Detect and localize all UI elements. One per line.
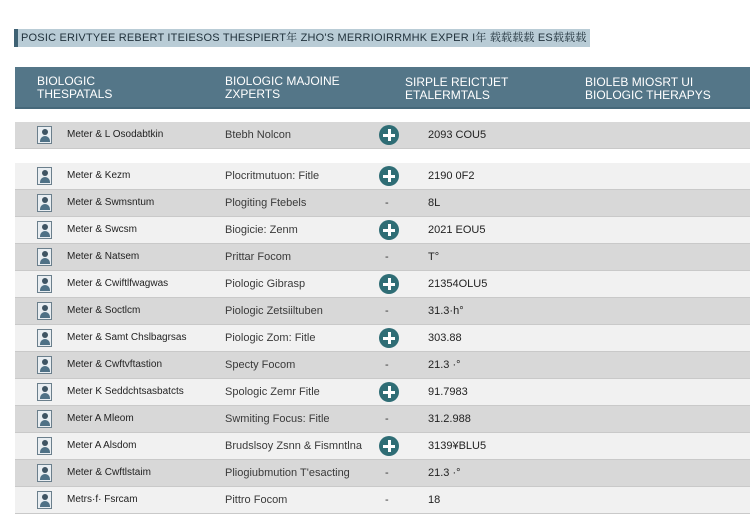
table-row[interactable]: [15, 122, 750, 149]
row-name[interactable]: Meter & Swmsntum: [67, 197, 155, 208]
person-portrait-icon: [37, 329, 52, 347]
column-header-experts[interactable]: BIOLOGIC MAJOINE ZXPERTS: [225, 74, 340, 101]
plus-circle-icon[interactable]: [379, 220, 399, 240]
row-meta: 91.7983: [428, 386, 468, 398]
row-specialty: Specty Focom: [225, 359, 296, 371]
specialists-table: [15, 67, 750, 514]
row-meta: 31.3·h°: [428, 305, 464, 317]
no-action-dash: -: [385, 197, 389, 209]
plus-circle-icon[interactable]: [379, 166, 399, 186]
table-row[interactable]: [15, 460, 750, 487]
no-action-dash: -: [385, 359, 389, 371]
table-body: [15, 109, 750, 514]
no-action-dash: -: [385, 305, 389, 317]
row-meta: 2021 EOU5: [428, 224, 486, 236]
row-name[interactable]: Meter & Cwftlstaim: [67, 467, 151, 478]
row-specialty: Prittar Focom: [225, 251, 292, 263]
row-meta: 2190 0F2: [428, 170, 475, 182]
header-divider: [15, 107, 750, 109]
table-row[interactable]: [15, 163, 750, 190]
person-portrait-icon: [37, 126, 52, 144]
row-specialty: Pliogiubmution T'esacting: [225, 467, 350, 479]
row-meta: 21.3 ·°: [428, 359, 461, 371]
page-title-banner: [14, 29, 590, 47]
row-specialty: Biogicie: Zenm: [225, 224, 298, 236]
row-meta: 3139¥BLU5: [428, 440, 487, 452]
table-row[interactable]: [15, 298, 750, 325]
plus-circle-icon[interactable]: [379, 436, 399, 456]
person-portrait-icon: [37, 410, 52, 428]
row-specialty: Plogiting Ftebels: [225, 197, 307, 209]
table-row[interactable]: [15, 406, 750, 433]
table-row[interactable]: [15, 271, 750, 298]
row-name[interactable]: Meter & Cwiftlfwagwas: [67, 278, 169, 289]
row-meta: 21354OLU5: [428, 278, 488, 290]
person-portrait-icon: [37, 302, 52, 320]
row-name[interactable]: Metrs·f· Fsrcam: [67, 494, 138, 505]
table-row[interactable]: [15, 217, 750, 244]
plus-circle-icon[interactable]: [379, 274, 399, 294]
row-name[interactable]: Meter & Swcsm: [67, 224, 138, 235]
row-specialty: Swmiting Focus: Fitle: [225, 413, 330, 425]
row-name[interactable]: Meter & Natsem: [67, 251, 140, 262]
row-meta: 21.3 ·°: [428, 467, 461, 479]
person-portrait-icon: [37, 464, 52, 482]
header-spacer: [15, 109, 750, 122]
row-name[interactable]: Meter & Samt Chslbagrsas: [67, 332, 187, 343]
row-meta: 303.88: [428, 332, 462, 344]
row-meta: 31.2.988: [428, 413, 471, 425]
table-row[interactable]: [15, 487, 750, 514]
person-portrait-icon: [37, 437, 52, 455]
row-name[interactable]: Meter & L Osodabtkin: [67, 129, 164, 140]
row-meta: 18: [428, 494, 441, 506]
person-portrait-icon: [37, 248, 52, 266]
table-header: [15, 67, 750, 109]
row-gap: [15, 149, 750, 163]
plus-circle-icon[interactable]: [379, 328, 399, 348]
row-meta: T°: [428, 251, 440, 263]
page-title: POSIC ERIVTYEE REBERT ITEIESOS THESPIERT年 ZHO'S MERRIOIRRMHK EXPER I年 载载载载 ES载载载: [21, 32, 587, 44]
person-portrait-icon: [37, 194, 52, 212]
no-action-dash: -: [385, 467, 389, 479]
plus-circle-icon[interactable]: [379, 125, 399, 145]
row-name[interactable]: Meter & Kezm: [67, 170, 131, 181]
table-row[interactable]: [15, 379, 750, 406]
row-name[interactable]: Meter & Soctlcm: [67, 305, 141, 316]
column-header-therapists[interactable]: BIOLOGIC THESPATALS: [37, 74, 113, 101]
row-name[interactable]: Meter & Cwftvftastion: [67, 359, 163, 370]
person-portrait-icon: [37, 221, 52, 239]
person-portrait-icon: [37, 491, 52, 509]
row-specialty: Piologic Gibrasp: [225, 278, 306, 290]
column-header-therapy[interactable]: BIOLEB MIOSRT UI BIOLOGIC THERAPYS: [585, 75, 711, 102]
person-portrait-icon: [37, 356, 52, 374]
table-row[interactable]: [15, 433, 750, 460]
column-header-actions[interactable]: SIRPLE REICTJET ETALERMTALS: [405, 75, 509, 102]
row-specialty: Piologic Zom: Fitle: [225, 332, 316, 344]
row-specialty: Pittro Focom: [225, 494, 288, 506]
row-name[interactable]: Meter A Mleom: [67, 413, 134, 424]
row-specialty: Spologic Zemr Fitle: [225, 386, 320, 398]
plus-circle-icon[interactable]: [379, 382, 399, 402]
person-portrait-icon: [37, 275, 52, 293]
row-specialty: Plocritmutuon: Fitle: [225, 170, 320, 182]
row-meta: 2093 COU5: [428, 129, 487, 141]
row-meta: 8L: [428, 197, 441, 209]
row-specialty: Piologic Zetsiiltuben: [225, 305, 323, 317]
no-action-dash: -: [385, 251, 389, 263]
no-action-dash: -: [385, 413, 389, 425]
table-row[interactable]: [15, 325, 750, 352]
table-row[interactable]: [15, 244, 750, 271]
person-portrait-icon: [37, 383, 52, 401]
table-row[interactable]: [15, 190, 750, 217]
row-specialty: Btebh Nolcon: [225, 129, 292, 141]
row-specialty: Brudslsoy Zsnn & Fismntlna: [225, 440, 362, 452]
no-action-dash: -: [385, 494, 389, 506]
table-row[interactable]: [15, 352, 750, 379]
row-name[interactable]: Meter A Alsdom: [67, 440, 137, 451]
person-portrait-icon: [37, 167, 52, 185]
row-name[interactable]: Meter K Seddchtsasbatcts: [67, 386, 184, 397]
